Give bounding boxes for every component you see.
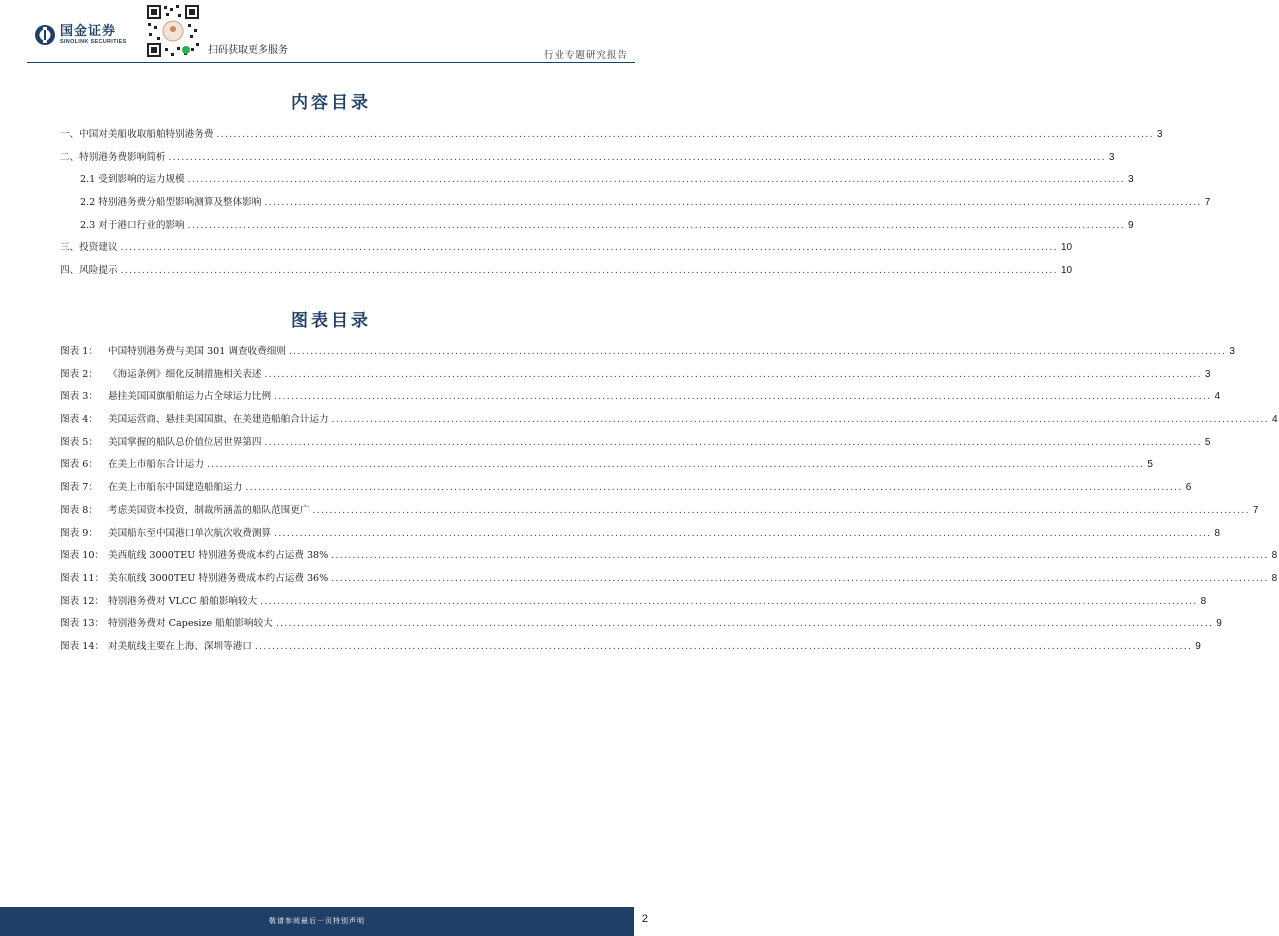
figure-entry[interactable] xyxy=(60,547,1278,570)
toc-entry-title xyxy=(60,366,262,380)
figure-title: 美东航线 3000TEU 特别港务费成本约占运费 36% xyxy=(108,572,329,584)
toc-entry-title xyxy=(60,388,271,402)
toc-page-number: 7 xyxy=(1204,197,1211,209)
dot-leader: ............................................................................................................................................................................................................................ xyxy=(275,619,1214,630)
toc-page-number: 3 xyxy=(1128,174,1134,186)
figure-entry[interactable] xyxy=(60,343,1235,366)
toc-page-number: 3 xyxy=(1204,368,1211,380)
toc-page-number: 6 xyxy=(1185,482,1192,494)
toc-entry-title xyxy=(60,547,328,561)
figure-title: 考虑美国资本投资，制裁所涵盖的船队范围更广 xyxy=(108,504,310,516)
toc-entry-title: 四、风险提示 xyxy=(60,265,118,277)
figure-entry[interactable] xyxy=(60,593,1207,616)
toc-page-number: 3 xyxy=(1156,129,1163,140)
toc-entry-title xyxy=(60,502,309,516)
figure-label: 图表 12： xyxy=(60,595,105,607)
company-logo xyxy=(34,24,127,46)
toc-page-number: 8 xyxy=(1200,595,1207,607)
figure-label: 图表 6： xyxy=(60,459,98,471)
figure-entry[interactable] xyxy=(60,411,1278,434)
toc-entry-title: 三、投资建议 xyxy=(60,242,118,254)
figure-entry[interactable] xyxy=(60,502,1259,525)
contents-entry[interactable] xyxy=(60,149,1115,172)
contents-entry[interactable] xyxy=(60,262,1073,285)
toc-entry-title xyxy=(60,593,257,607)
contents-entry[interactable] xyxy=(60,171,1134,194)
figure-title: 悬挂美国国旗船舶运力占全球运力比例 xyxy=(108,391,272,403)
toc-page-number: 3 xyxy=(1229,346,1235,357)
contents-list xyxy=(60,126,1211,285)
figure-title: 美国船东至中国港口单次航次收费测算 xyxy=(108,527,272,539)
toc-page-number: 9 xyxy=(1195,640,1201,652)
figure-title: 特别港务费对 Capesize 船舶影响较大 xyxy=(108,618,273,630)
figure-label: 图表 11： xyxy=(60,572,105,584)
toc-entry-title: 一、中国对美船收取船舶特别港务费 xyxy=(60,129,214,140)
figure-title: 《海运条例》细化反制措施相关表述 xyxy=(108,368,262,380)
contents-title: 内容目录 xyxy=(291,93,371,113)
figure-entry[interactable] xyxy=(60,434,1211,457)
qr-code-icon[interactable] xyxy=(144,2,202,60)
dot-leader: ............................................................................................................................................................................................................................ xyxy=(254,641,1193,652)
dot-leader: ............................................................................................................................................................................................................................ xyxy=(288,347,1227,357)
figure-title: 在美上市船东中国建造船舶运力 xyxy=(108,482,243,494)
toc-entry-title: 2.1 受到影响的运力规模 xyxy=(80,174,185,186)
toc-entry-title xyxy=(60,638,252,652)
toc-entry-title: 二、特别港务费影响简析 xyxy=(60,151,166,163)
figures-list xyxy=(60,343,1278,661)
toc-page-number: 10 xyxy=(1060,265,1073,277)
report-type-label: 行业专题研究报告 xyxy=(543,50,628,61)
dot-leader: ............................................................................................................................................................................................................................ xyxy=(120,243,1058,254)
figure-label: 图表 8： xyxy=(60,504,98,516)
figure-label: 图表 1： xyxy=(60,346,98,357)
figure-label: 图表 10： xyxy=(60,550,105,562)
figure-entry[interactable] xyxy=(60,366,1211,389)
figure-label: 图表 2： xyxy=(60,368,98,380)
dot-leader: ............................................................................................................................................................................................................................ xyxy=(264,198,1202,209)
page-header xyxy=(0,0,662,64)
toc-entry-title xyxy=(60,479,242,493)
toc-page-number: 9 xyxy=(1128,219,1134,231)
figure-entry[interactable] xyxy=(60,570,1278,593)
page-number: 2 xyxy=(641,913,648,925)
contents-entry[interactable] xyxy=(60,239,1073,262)
dot-leader: ............................................................................................................................................................................................................................ xyxy=(260,596,1198,607)
figure-title: 特别港务费对 VLCC 船舶影响较大 xyxy=(108,595,258,607)
toc-page-number: 7 xyxy=(1252,504,1259,516)
toc-page-number: 8 xyxy=(1271,550,1278,562)
figure-entry[interactable] xyxy=(60,638,1201,661)
figure-title: 美西航线 3000TEU 特别港务费成本约占运费 38% xyxy=(108,550,329,562)
dot-leader: ............................................................................................................................................................................................................................ xyxy=(168,152,1106,163)
qr-caption: 扫码获取更多服务 xyxy=(208,45,288,56)
toc-entry-title xyxy=(60,434,262,448)
dot-leader: ............................................................................................................................................................................................................................ xyxy=(331,573,1269,584)
contents-entry[interactable] xyxy=(60,194,1211,217)
dot-leader: ............................................................................................................................................................................................................................ xyxy=(206,460,1145,471)
dot-leader: ............................................................................................................................................................................................................................ xyxy=(331,551,1269,562)
dot-leader: ............................................................................................................................................................................................................................ xyxy=(331,415,1270,426)
toc-entry-title xyxy=(60,411,329,425)
header-divider xyxy=(27,62,635,63)
dot-leader: ............................................................................................................................................................................................................................ xyxy=(264,369,1202,380)
toc-entry-title xyxy=(60,456,204,470)
figure-title: 对美航线主要在上海、深圳等港口 xyxy=(108,640,252,652)
toc-page-number: 4 xyxy=(1214,391,1221,403)
figure-entry[interactable] xyxy=(60,615,1222,638)
figure-entry[interactable] xyxy=(60,479,1192,502)
figure-entry[interactable] xyxy=(60,525,1221,548)
dot-leader: ............................................................................................................................................................................................................................ xyxy=(187,220,1126,231)
dot-leader: ............................................................................................................................................................................................................................ xyxy=(274,392,1212,403)
toc-page-number: 8 xyxy=(1214,527,1221,539)
figure-title: 在美上市船东合计运力 xyxy=(108,459,204,471)
figure-label: 图表 3： xyxy=(60,391,98,403)
footer-disclaimer[interactable]: 敬请参阅最后一页特别声明 xyxy=(269,917,365,925)
toc-entry-title xyxy=(60,525,271,539)
contents-entry[interactable] xyxy=(60,126,1163,149)
figure-entry[interactable] xyxy=(60,456,1153,479)
logo-name-cn: 国金证券 xyxy=(60,23,117,39)
toc-entry-title xyxy=(60,343,286,357)
toc-page-number: 9 xyxy=(1216,618,1222,630)
dot-leader: ............................................................................................................................................................................................................................ xyxy=(187,175,1126,186)
figure-label: 图表 4： xyxy=(60,414,98,426)
dot-leader: ............................................................................................................................................................................................................................ xyxy=(312,505,1250,516)
toc-entry-title: 2.3 对于港口行业的影响 xyxy=(80,219,185,231)
figures-title: 图表目录 xyxy=(291,311,371,331)
dot-leader: ............................................................................................................................................................................................................................ xyxy=(216,130,1154,140)
dot-leader: ............................................................................................................................................................................................................................ xyxy=(274,528,1212,539)
figure-entry[interactable] xyxy=(60,388,1221,411)
toc-entry-title xyxy=(60,615,273,629)
toc-page-number: 4 xyxy=(1272,414,1278,426)
figure-title: 美国掌握的船队总价值位居世界第四 xyxy=(108,436,262,448)
dot-leader: ............................................................................................................................................................................................................................ xyxy=(245,483,1183,494)
dot-leader: ............................................................................................................................................................................................................................ xyxy=(264,437,1202,448)
toc-page-number: 5 xyxy=(1204,436,1211,448)
figure-label: 图表 7： xyxy=(60,482,98,494)
figure-label: 图表 14： xyxy=(60,640,105,652)
toc-page-number: 3 xyxy=(1108,151,1115,163)
figure-label: 图表 9： xyxy=(60,527,98,539)
figure-title: 美国运营商、悬挂美国国旗、在美建造船舶合计运力 xyxy=(108,414,329,426)
toc-page-number: 10 xyxy=(1060,242,1073,254)
dot-leader: ............................................................................................................................................................................................................................ xyxy=(120,266,1058,277)
toc-entry-title xyxy=(60,570,328,584)
toc-page-number: 5 xyxy=(1147,459,1153,471)
contents-entry[interactable] xyxy=(60,217,1134,240)
logo-name-en: SINOLINK SECURITIES xyxy=(60,38,127,45)
figure-title: 中国特别港务费与美国 301 调查收费细则 xyxy=(108,346,286,357)
figure-label: 图表 5： xyxy=(60,436,98,448)
logo-mark-icon xyxy=(34,24,56,46)
figure-label: 图表 13： xyxy=(60,618,105,630)
toc-entry-title: 2.2 特别港务费分船型影响测算及整体影响 xyxy=(80,197,262,209)
toc-page-number: 8 xyxy=(1271,572,1278,584)
